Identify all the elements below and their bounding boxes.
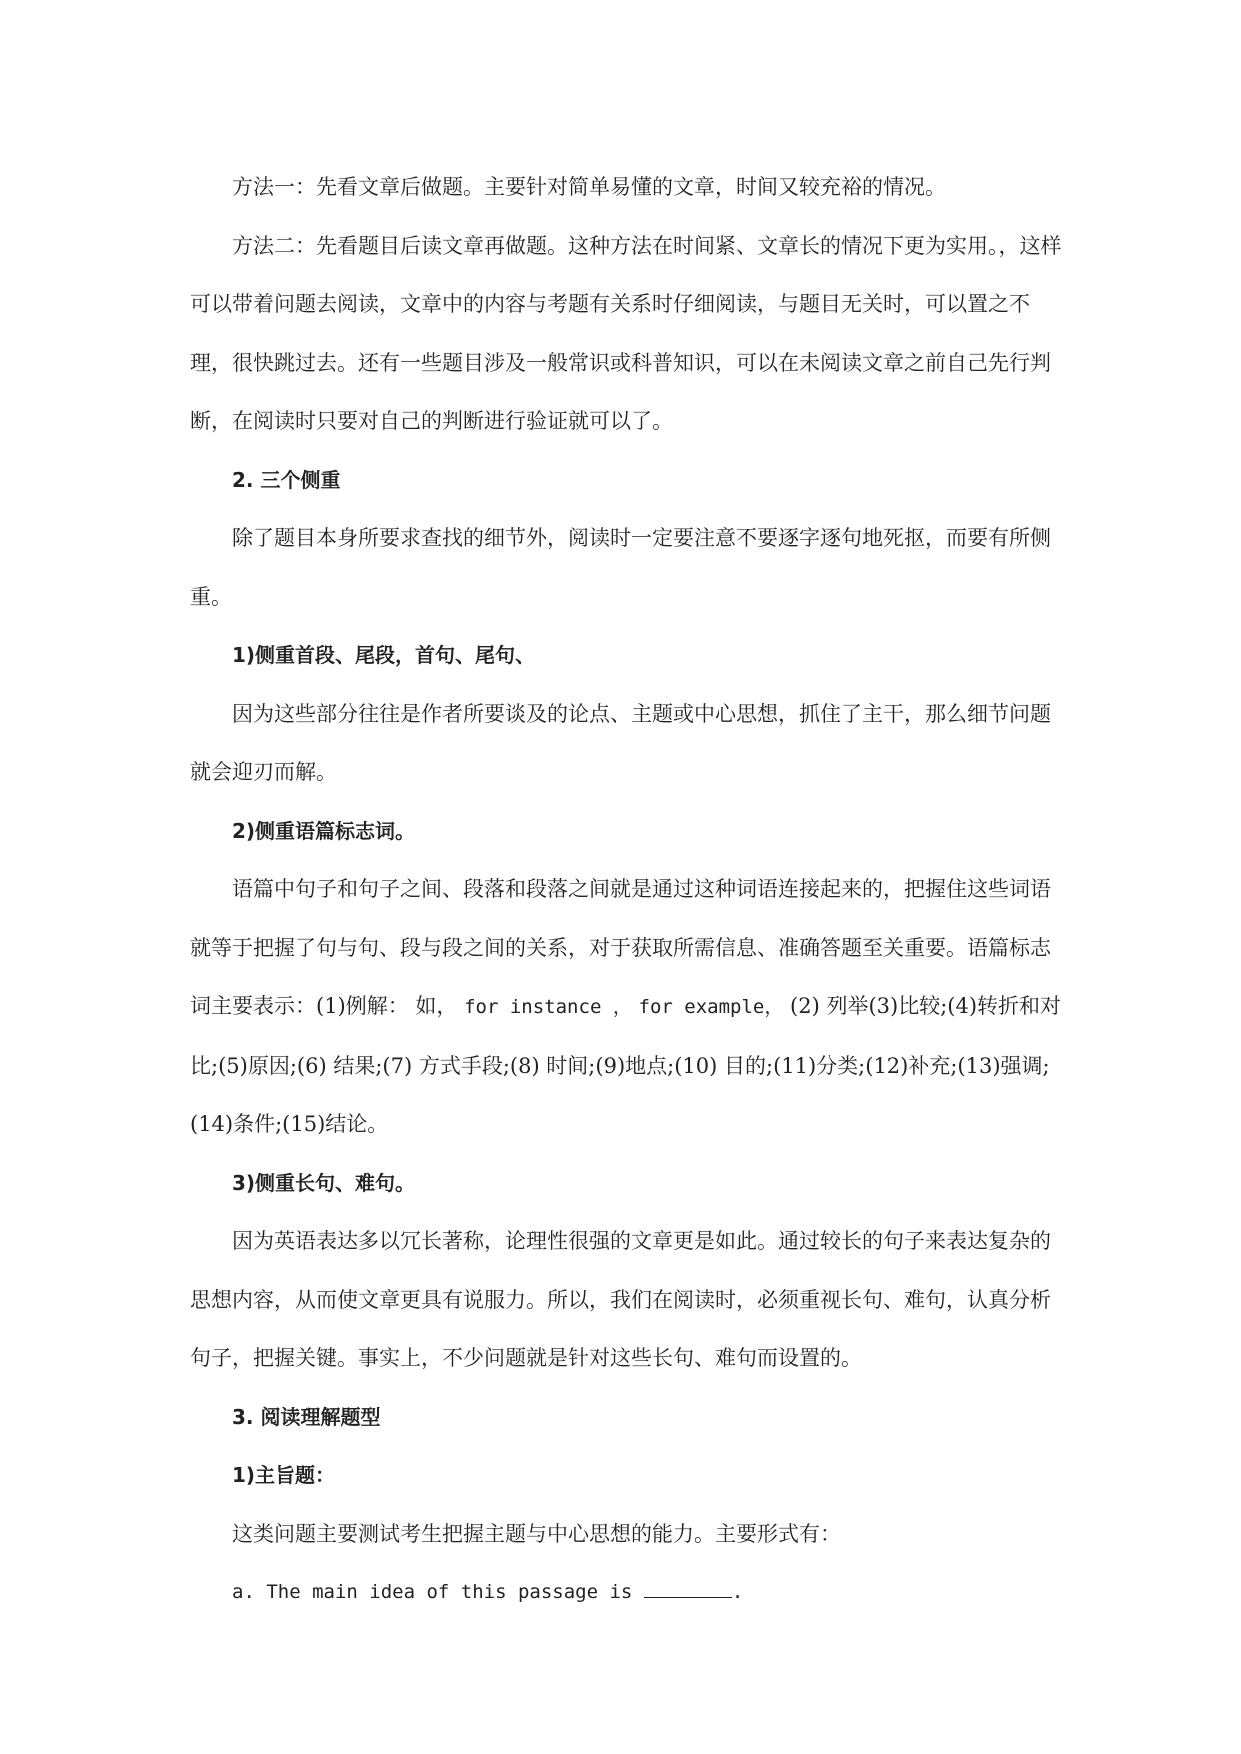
example-question-a [190,1563,1070,1622]
subheading-focus-first-last: 1)侧重首段、尾段，首句、尾句、 [232,643,536,667]
english-term-for-instance: for instance ， [464,996,632,1018]
section-heading-question-types: 3. 阅读理解题型 [232,1404,381,1429]
english-term-for-example: for example， [638,996,784,1018]
document-body [190,158,1070,1622]
discourse-markers-text-a: 语篇中句子和句子之间、段落和段落之间就是通过这种词语连接起来的，把握住这些词语就等于把握了句与句、段与段之间的关系，对于获取所需信息、准确答题至关重要。语篇标志词主要表示：(1)例解： 如， [190,877,1051,1018]
discourse-markers-text-b: (2) 列举(3)比较;(4)转折和对比;(5)原因;(6) 结果;(7) 方式手段;(8) 时间;(9)地点;(10) 目的;(11)分类;(12)补充;(13)强调;(14)条件;(15)结论。 [190,994,1062,1136]
subheading-main-idea-question: 1)主旨题： [232,1463,336,1487]
paragraph-method-two: 方法二：先看题目后读文章再做题。这种方法在时间紧、文章长的情况下更为实用。，这样可以带着问题去阅读，文章中的内容与考题有关系时仔细阅读，与题目无关时，可以置之不理，很快跳过去。还有一些题目涉及一般常识或科普知识，可以在未阅读文章之前自己先行判断，在阅读时只要对自己的判断进行验证就可以了。 [190,233,1062,433]
subheading-focus-discourse-markers: 2)侧重语篇标志词。 [232,818,416,843]
subheading-focus-long-sentences: 3)侧重长句、难句。 [232,1170,416,1195]
paragraph-focus-discourse-markers [190,860,1070,1154]
section-heading-three-focuses: 2. 三个侧重 [232,467,341,492]
paragraph-method-one: 方法一：先看文章后做题。主要针对简单易懂的文章，时间又较充裕的情况。 [232,175,946,199]
paragraph-focus-long-sentences: 因为英语表达多以冗长著称，论理性很强的文章更是如此。通过较长的句子来表达复杂的思想内容，从而使文章更具有说服力。所以，我们在阅读时，必须重视长句、难句，认真分析句子，把握关键。事实上，不少问题就是针对这些长句、难句而设置的。 [190,1229,1051,1370]
example-question-a-text: a. The main idea of this passage is [232,1581,633,1603]
example-question-a-period: . [731,1581,744,1603]
paragraph-focus-first-last: 因为这些部分往往是作者所要谈及的论点、主题或中心思想，抓住了主干，那么细节问题就会迎刃而解。 [190,701,1051,784]
paragraph-main-idea-description: 这类问题主要测试考生把握主题与中心思想的能力。主要形式有： [232,1521,841,1546]
paragraph-focus-intro: 除了题目本身所要求查找的细节外，阅读时一定要注意不要逐字逐句地死抠，而要有所侧重。 [190,526,1051,609]
answer-blank [644,1579,732,1598]
